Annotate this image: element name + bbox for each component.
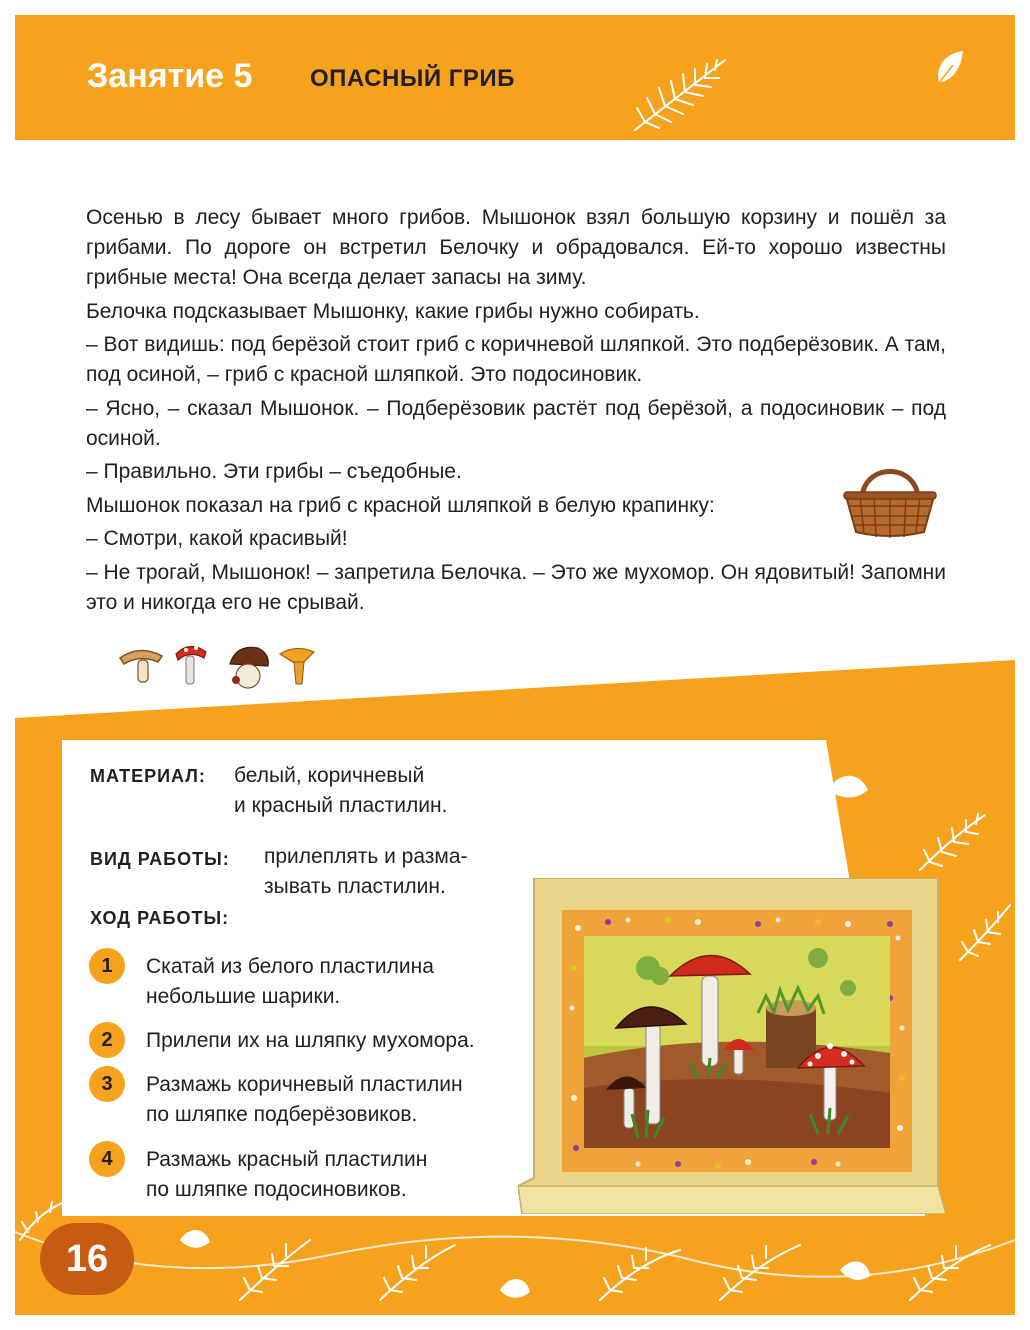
step-text-4 [146, 1145, 536, 1205]
story-paragraph: Белочка подсказывает Мышонку, какие грибы нужно собирать. [86, 299, 700, 323]
story-paragraph: – Правильно. Эти грибы – съедобные. [86, 460, 462, 483]
story-paragraph: – Вот видишь: под берёзой стоит гриб с коричневой шляпкой. Это подберёзовик. А там, под осиной, – гриб с красной шляпкой. Это подосиновик. [86, 333, 946, 386]
story-paragraph: Осенью в лесу бывает много грибов. Мышонок взял большую корзину и пошёл за грибами. По дороге он встретил Белочку и обрадовался. Ей-то хорошо известны грибные места! Она всегда делает запасы на зиму. [86, 206, 946, 289]
step-number-3: 3 [89, 1066, 125, 1102]
story-paragraph: – Ясно, – сказал Мышонок. – Подберёзовик растёт под берёзой, а подосиновик – под осиной. [86, 396, 946, 450]
step-text-3 [146, 1070, 536, 1130]
step-number-4: 4 [89, 1141, 125, 1177]
step-text-1 [146, 952, 536, 1012]
step-number-2: 2 [89, 1022, 125, 1058]
story-paragraph: Мышонок показал на гриб с красной шляпкой в белую крапинку: [86, 493, 715, 517]
step-line: небольшие шарики. [146, 985, 341, 1008]
page-number: 16 [40, 1223, 134, 1295]
work-type-line: прилеплять и размa- [264, 845, 468, 868]
step-line: по шляпке подосиновиков. [146, 1178, 407, 1201]
material-line: и красный пластилин. [234, 794, 448, 817]
story-paragraph: – Смотри, какой красивый! [86, 527, 348, 550]
step-line: Размажь коричневый пластилин [146, 1073, 463, 1096]
framed-artwork-illustration [518, 878, 946, 1214]
work-type-label: ВИД РАБОТЫ: [90, 849, 230, 869]
material-line: белый, коричневый [234, 764, 425, 787]
material-label: МАТЕРИАЛ: [90, 766, 206, 786]
story-paragraph: – Не трогай, Мышонок! – запретила Белочка. – Это же мухомор. Он ядовитый! Запомни это и никогда его не срывай. [86, 560, 946, 614]
procedure-label: ХОД РАБОТЫ: [90, 908, 230, 928]
step-text-2 [146, 1026, 536, 1056]
step-number-1: 1 [89, 948, 125, 984]
step-line: Прилепи их на шляпку мухомора. [146, 1029, 475, 1052]
step-line: Скатай из белого пластилина [146, 955, 434, 978]
work-type-line: зывать пластилин. [264, 875, 446, 898]
step-line: по шляпке подберёзовиков. [146, 1103, 418, 1126]
lesson-title: ОПАСНЫЙ ГРИБ [310, 65, 515, 92]
step-line: Размажь красный пластилин [146, 1148, 428, 1171]
lesson-number: Занятие 5 [87, 57, 253, 95]
